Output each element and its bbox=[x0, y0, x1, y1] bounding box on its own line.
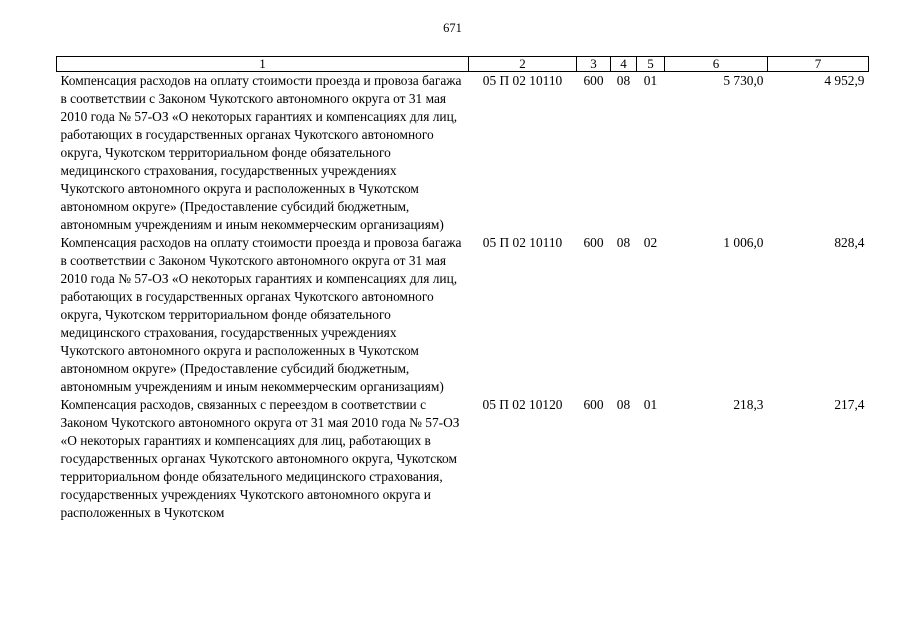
header-col-1: 1 bbox=[57, 57, 469, 72]
row-amount-col6: 1 006,0 bbox=[723, 235, 764, 250]
header-col-7: 7 bbox=[768, 57, 869, 72]
header-col-6: 6 bbox=[665, 57, 768, 72]
row-subsection: 02 bbox=[643, 235, 658, 250]
row-expense-type: 600 bbox=[583, 235, 604, 250]
row-section: 08 bbox=[616, 73, 631, 88]
table-header bbox=[57, 57, 869, 72]
row-description: Компенсация расходов, связанных с переездом в соответствии с Законом Чукотского автономного округа от 31 мая 2010 года № 57-ОЗ «О некоторых гарантиях и компенсациях для лиц, работающих в государственных органах Чукотского автономного округа, Чукотском территориальном фонде обязательного медицинского страхования, государственных учреждениях Чукотского автономного округа и расположенных в Чукотском bbox=[60, 397, 460, 520]
row-target-article: 05 П 02 10120 bbox=[482, 397, 563, 412]
row-section: 08 bbox=[616, 235, 631, 250]
row-target-article: 05 П 02 10110 bbox=[482, 235, 563, 250]
table-body bbox=[57, 72, 869, 523]
table-row bbox=[57, 72, 869, 235]
table-row bbox=[57, 396, 869, 522]
row-amount-col7: 217,4 bbox=[834, 397, 865, 412]
row-amount-col7: 828,4 bbox=[834, 235, 865, 250]
header-col-3: 3 bbox=[577, 57, 611, 72]
budget-table bbox=[56, 56, 869, 522]
table-row bbox=[57, 234, 869, 396]
row-expense-type: 600 bbox=[583, 397, 604, 412]
row-description: Компенсация расходов на оплату стоимости проезда и провоза багажа в соответствии с Законом Чукотского автономного округа от 31 мая 2010 года № 57-ОЗ «О некоторых гарантиях и компенсациях для лиц, работающих в государственных органах Чукотского автономного округа, Чукотском территориальном фонде обязательного медицинского страхования, государственных учреждениях Чукотского автономного округа и расположенных в Чукотском автономном округе» (Предоставление субсидий бюджетным, автономным учреждениям и иным некоммерческим организациям) bbox=[60, 73, 462, 232]
page-number: 671 bbox=[443, 21, 462, 35]
header-col-5: 5 bbox=[637, 57, 665, 72]
row-subsection: 01 bbox=[643, 397, 658, 412]
row-subsection: 01 bbox=[643, 73, 658, 88]
row-amount-col7: 4 952,9 bbox=[824, 73, 865, 88]
row-description: Компенсация расходов на оплату стоимости проезда и провоза багажа в соответствии с Законом Чукотского автономного округа от 31 мая 2010 года № 57-ОЗ «О некоторых гарантиях и компенсациях для лиц, работающих в государственных органах Чукотского автономного округа, Чукотском территориальном фонде обязательного медицинского страхования, государственных учреждениях Чукотского автономного округа и расположенных в Чукотском автономном округе» (Предоставление субсидий бюджетным, автономным учреждениям и иным некоммерческим организациям) bbox=[60, 235, 462, 394]
row-section: 08 bbox=[616, 397, 631, 412]
header-col-2: 2 bbox=[469, 57, 577, 72]
header-row bbox=[57, 57, 869, 72]
header-col-4: 4 bbox=[611, 57, 637, 72]
row-amount-col6: 5 730,0 bbox=[723, 73, 764, 88]
row-expense-type: 600 bbox=[583, 73, 604, 88]
row-amount-col6: 218,3 bbox=[733, 397, 764, 412]
row-target-article: 05 П 02 10110 bbox=[482, 73, 563, 88]
